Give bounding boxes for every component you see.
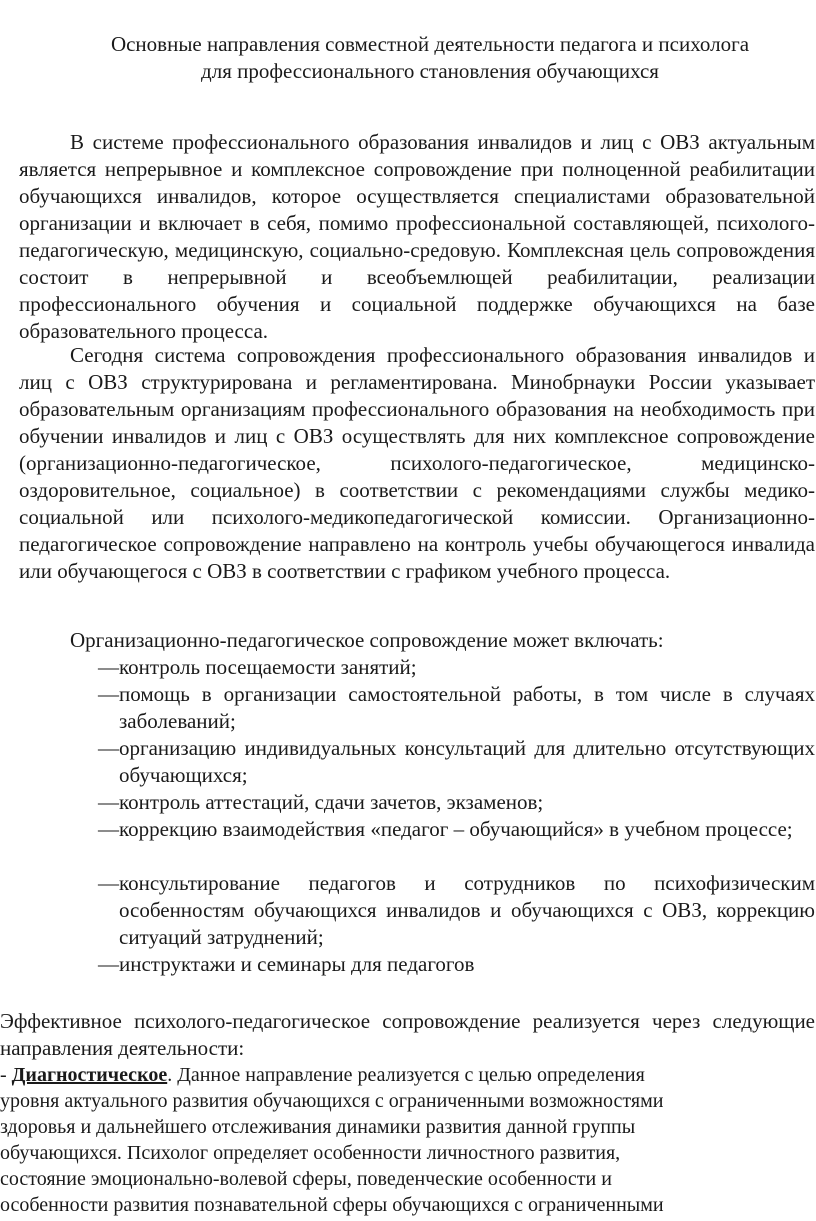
diagnostic-line-1 bbox=[0, 1062, 780, 1088]
list-item bbox=[100, 654, 815, 681]
list-item-text: инструктажи и семинары для педагогов bbox=[119, 952, 475, 976]
diagnostic-line-6: особенности развития познавательной сферы обучающихся с ограниченными bbox=[0, 1194, 664, 1216]
diagnostic-line-3: здоровья и дальнейшего отслеживания динамики развития данной группы bbox=[0, 1116, 636, 1138]
diagnostic-line-2: уровня актуального развития обучающихся с ограниченными возможностями bbox=[0, 1090, 664, 1112]
list-item bbox=[100, 789, 815, 816]
list-item-text: помощь в организации самостоятельной работы, в том числе в случаях заболеваний; bbox=[119, 682, 815, 733]
document-title-line-1: Основные направления совместной деятельности педагога и психолога bbox=[110, 32, 750, 56]
diagnostic-line-4: обучающихся. Психолог определяет особенности личностного развития, bbox=[0, 1142, 621, 1164]
list-dash: — bbox=[98, 817, 119, 841]
diagnostic-prefix: - bbox=[0, 1064, 12, 1086]
list-item-text: консультирование педагогов и сотрудников по психофизическим особенностям обучающихся инвалидов и обучающихся с ОВЗ, коррекцию ситуаций затруднений; bbox=[119, 871, 815, 949]
diagnostic-line-1-rest: . Данное направление реализуется с целью определения bbox=[167, 1064, 645, 1086]
paragraph-3: Эффективное психолого-педагогическое сопровождение реализуется через следующие направления деятельности: bbox=[0, 1009, 815, 1060]
list-item bbox=[100, 735, 815, 789]
list-item-text: организацию индивидуальных консультаций для длительно отсутствующих обучающихся; bbox=[119, 736, 815, 787]
paragraph-1: В системе профессионального образования инвалидов и лиц с ОВЗ актуальным является непрерывное и комплексное сопровождение при полноценной реабилитации обучающихся инвалидов, которое осуществляется специалистами образовательной организации и включает в себя, помимо профессиональной составляющей, психолого-педагогическую, медицинскую, социально-средовую. Комплексная цель сопровождения состоит в непрерывной и всеобъемлющей реабилитации, реализации профессионального обучения и социальной поддержке обучающихся на базе образовательного процесса. bbox=[19, 130, 815, 343]
list-item-text: контроль аттестаций, сдачи зачетов, экзаменов; bbox=[119, 790, 544, 814]
list-dash: — bbox=[98, 682, 119, 706]
list-item-text: контроль посещаемости занятий; bbox=[119, 655, 417, 679]
list-item bbox=[100, 681, 815, 735]
list-dash: — bbox=[98, 871, 119, 895]
list-item-text: коррекцию взаимодействия «педагог – обучающийся» в учебном процессе; bbox=[119, 817, 793, 841]
paragraph-2: Сегодня система сопровождения профессионального образования инвалидов и лиц с ОВЗ структурирована и регламентирована. Минобрнауки России указывает образовательным организациям профессионального образования на необходимость при обучении инвалидов и лиц с ОВЗ осуществлять для них комплексное сопровождение (организационно-педагогическое, психолого-педагогическое, медицинско-оздоровительное, социальное) в соответствии с рекомендациями службы медико-социальной или психолого-медикопедагогической комиссии. Организационно-педагогическое сопровождение направлено на контроль учебы обучающегося инвалида или обучающегося с ОВЗ в соответствии с графиком учебного процесса. bbox=[19, 343, 815, 583]
list-item bbox=[100, 870, 815, 951]
diagnostic-term: Диагностическое bbox=[11, 1064, 168, 1086]
diagnostic-line-5: состояние эмоционально-волевой сферы, поведенческие особенности и bbox=[0, 1168, 612, 1190]
document-title-line-2: для профессионального становления обучающихся bbox=[201, 59, 659, 83]
list-item bbox=[100, 816, 815, 843]
list-dash: — bbox=[98, 736, 119, 760]
list-dash: — bbox=[98, 790, 119, 814]
list-dash: — bbox=[98, 952, 119, 976]
list-dash: — bbox=[98, 655, 119, 679]
list-item bbox=[100, 951, 815, 978]
list-intro: Организационно-педагогическое сопровождение может включать: bbox=[70, 628, 664, 652]
